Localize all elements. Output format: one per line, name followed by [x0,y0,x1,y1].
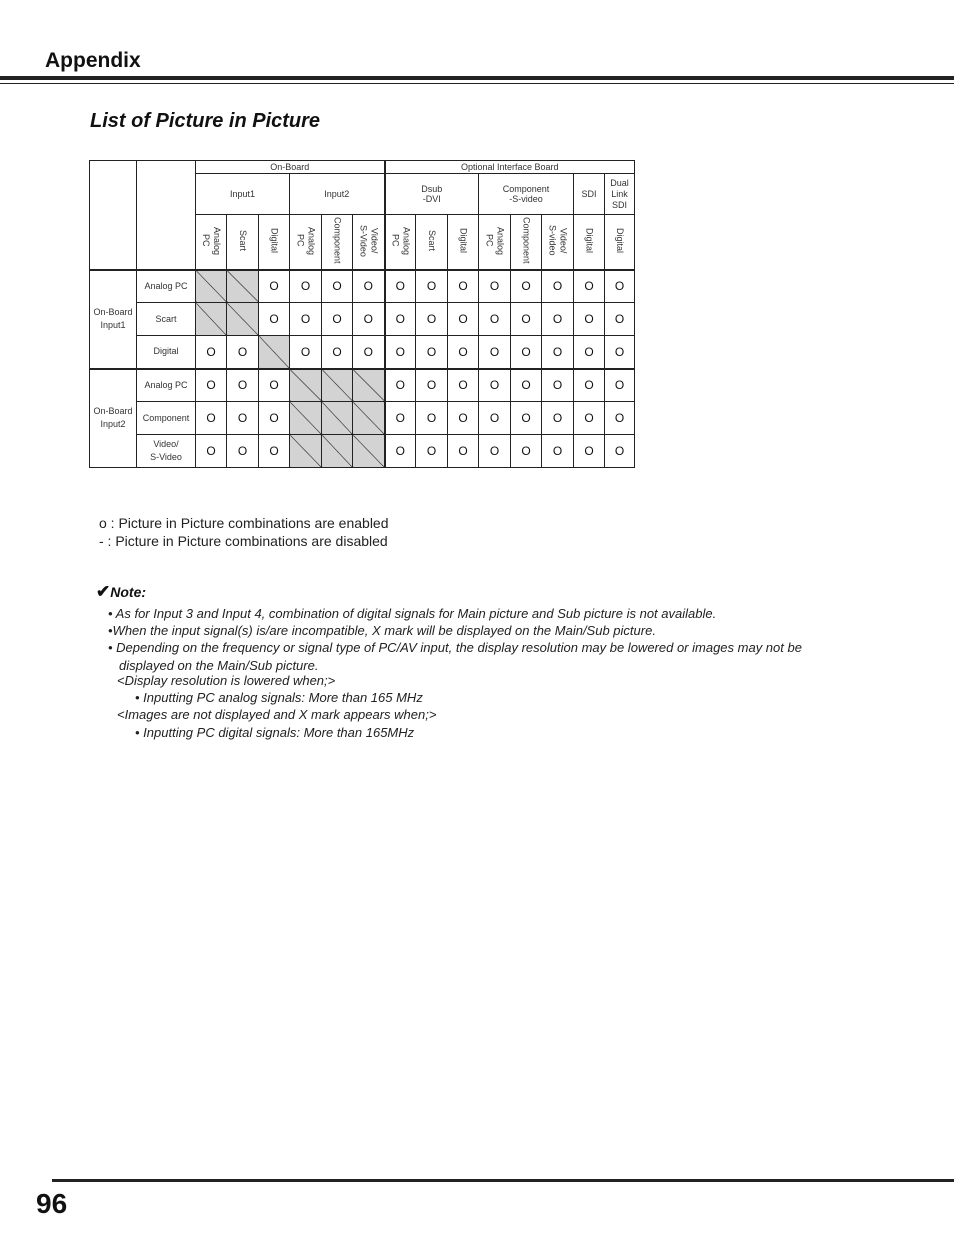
enabled-cell: O [448,336,479,369]
enabled-cell: O [542,402,574,435]
enabled-cell: O [542,369,574,402]
enabled-cell: O [196,336,227,369]
enabled-cell: O [574,369,605,402]
enabled-cell: O [353,270,385,303]
legend-enabled: o : Picture in Picture combinations are enabled [99,515,389,531]
enabled-cell: O [196,402,227,435]
column-header: Digital [605,215,635,270]
row-label: Analog PC [137,369,196,402]
enabled-cell: O [227,435,259,468]
enabled-cell: O [542,435,574,468]
enabled-cell: O [448,270,479,303]
enabled-cell: O [511,270,542,303]
header-onboard: On-Board [196,161,385,174]
column-header: Analog PC [479,215,511,270]
enabled-cell: O [290,336,322,369]
column-header: Analog PC [290,215,322,270]
pip-table [89,160,635,468]
disabled-cell [227,270,259,303]
blank-corner [90,161,137,270]
enabled-cell: O [605,435,635,468]
enabled-cell: O [416,270,448,303]
enabled-cell: O [479,303,511,336]
enabled-cell: O [511,303,542,336]
disabled-cell [322,435,353,468]
note-line: displayed on the Main/Sub picture. [119,658,319,673]
row-label: Video/ S-Video [137,435,196,468]
enabled-cell: O [196,435,227,468]
enabled-cell: O [416,303,448,336]
blank-corner [137,161,196,270]
note-line: •When the input signal(s) is/are incompatible, X mark will be displayed on the Main/Sub picture. [108,623,656,638]
disabled-cell [353,402,385,435]
enabled-cell: O [227,336,259,369]
disabled-cell [196,270,227,303]
enabled-cell: O [259,435,290,468]
enabled-cell: O [416,402,448,435]
note-line: • As for Input 3 and Input 4, combination of digital signals for Main picture and Sub picture is not available. [108,606,717,621]
enabled-cell: O [574,402,605,435]
enabled-cell: O [227,402,259,435]
enabled-cell: O [574,303,605,336]
enabled-cell: O [385,369,416,402]
header-input1: Input1 [196,174,290,215]
enabled-cell: O [322,303,353,336]
disabled-cell [259,336,290,369]
enabled-cell: O [385,435,416,468]
note-line: <Display resolution is lowered when;> [117,673,336,688]
enabled-cell: O [385,270,416,303]
column-header: Analog PC [385,215,416,270]
enabled-cell: O [353,336,385,369]
header-dsub: Dsub -DVI [385,174,479,215]
enabled-cell: O [511,402,542,435]
note-heading: ✔Note: [96,582,147,601]
disabled-cell [227,303,259,336]
header-input2: Input2 [290,174,385,215]
enabled-cell: O [574,336,605,369]
row-label: Scart [137,303,196,336]
disabled-cell [196,303,227,336]
column-header: Scart [227,215,259,270]
note-line: • Inputting PC analog signals: More than 165 MHz [135,690,423,705]
enabled-cell: O [511,336,542,369]
disabled-cell [290,435,322,468]
checkmark-icon: ✔ [96,582,111,601]
enabled-cell: O [605,270,635,303]
enabled-cell: O [448,303,479,336]
enabled-cell: O [227,369,259,402]
section-title: Appendix [45,49,141,72]
enabled-cell: O [542,336,574,369]
column-header: Analog PC [196,215,227,270]
enabled-cell: O [196,369,227,402]
enabled-cell: O [259,303,290,336]
enabled-cell: O [385,303,416,336]
page-title: List of Picture in Picture [90,110,321,132]
column-header: Video/ S-Video [353,215,385,270]
disabled-cell [353,369,385,402]
enabled-cell: O [416,435,448,468]
enabled-cell: O [542,270,574,303]
enabled-cell: O [385,402,416,435]
note-line: <Images are not displayed and X mark appears when;> [117,707,437,722]
column-header: Video/ S-video [542,215,574,270]
enabled-cell: O [448,435,479,468]
enabled-cell: O [322,270,353,303]
header-rule [0,76,954,80]
enabled-cell: O [605,369,635,402]
row-group-label: On-Board Input2 [90,369,137,468]
row-label: Component [137,402,196,435]
header-optional: Optional Interface Board [385,161,635,174]
enabled-cell: O [479,402,511,435]
column-header: Digital [448,215,479,270]
enabled-cell: O [385,336,416,369]
enabled-cell: O [479,336,511,369]
column-header: Digital [259,215,290,270]
enabled-cell: O [511,369,542,402]
enabled-cell: O [574,435,605,468]
enabled-cell: O [605,336,635,369]
header-dual-link-sdi: Dual Link SDI [605,174,635,215]
disabled-cell [290,369,322,402]
enabled-cell: O [448,402,479,435]
enabled-cell: O [542,303,574,336]
column-header: Component [322,215,353,270]
page-number: 96 [36,1188,68,1219]
disabled-cell [353,435,385,468]
enabled-cell: O [290,270,322,303]
row-label: Analog PC [137,270,196,303]
note-line: • Depending on the frequency or signal type of PC/AV input, the display resolution may be lowered or images may not be [108,640,802,655]
header-component: Component -S-video [479,174,574,215]
disabled-cell [290,402,322,435]
enabled-cell: O [574,270,605,303]
column-header: Digital [574,215,605,270]
enabled-cell: O [416,336,448,369]
legend-disabled: - : Picture in Picture combinations are disabled [99,533,388,549]
enabled-cell: O [448,369,479,402]
enabled-cell: O [259,270,290,303]
row-group-label: On-Board Input1 [90,270,137,369]
enabled-cell: O [259,402,290,435]
row-label: Digital [137,336,196,369]
enabled-cell: O [479,369,511,402]
enabled-cell: O [605,303,635,336]
enabled-cell: O [353,303,385,336]
enabled-cell: O [416,369,448,402]
footer-rule [52,1179,954,1182]
enabled-cell: O [322,336,353,369]
note-line: • Inputting PC digital signals: More than 165MHz [135,725,415,740]
column-header: Component [511,215,542,270]
disabled-cell [322,369,353,402]
column-header: Scart [416,215,448,270]
enabled-cell: O [290,303,322,336]
header-sdi: SDI [574,174,605,215]
disabled-cell [322,402,353,435]
enabled-cell: O [605,402,635,435]
enabled-cell: O [479,435,511,468]
enabled-cell: O [479,270,511,303]
header-rule-thin [0,83,954,84]
enabled-cell: O [259,369,290,402]
enabled-cell: O [511,435,542,468]
